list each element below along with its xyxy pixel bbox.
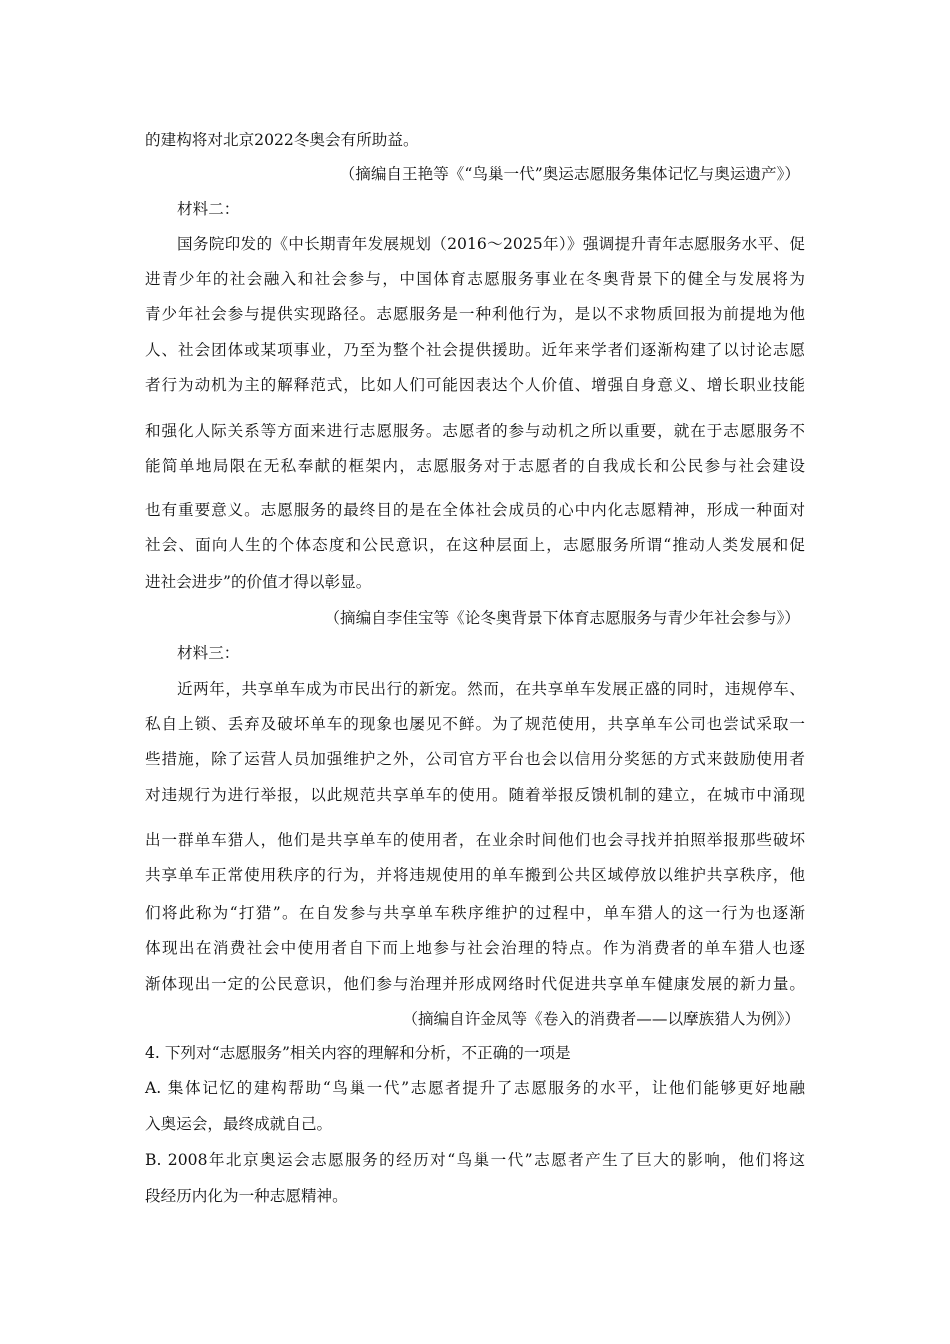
material-2-line: 社会、面向人生的个体态度和公民意识，在这种层面上，志愿服务所谓“推动人类发展和促 (145, 536, 805, 554)
material-3-line: 们将此称为“打猎”。在自发参与共享单车秩序维护的过程中，单车猎人的这一行为也逐渐 (145, 904, 805, 922)
source-citation-2: （摘编自李佳宝等《论冬奥背景下体育志愿服务与青少年社会参与》） (324, 609, 800, 627)
material-2-line: 青少年社会参与提供实现路径。志愿服务是一种利他行为，是以不求物质回报为前提地为他 (145, 305, 805, 323)
option-a-line: A. 集体记忆的建构帮助“鸟巢一代”志愿者提升了志愿服务的水平，让他们能够更好地融 (145, 1079, 805, 1097)
material-3-line: 共享单车正常使用秩序的行为，并将违规使用的单车搬到公共区域停放以维护共享秩序，他 (145, 866, 805, 884)
material-3-line: 些措施，除了运营人员加强维护之外，公司官方平台也会以信用分奖惩的方式来鼓励使用者 (145, 750, 805, 768)
material-3-line: 近两年，共享单车成为市民出行的新宠。然而，在共享单车发展正盛的同时，违规停车、 (177, 680, 805, 698)
option-b-line: B. 2008年北京奥运会志愿服务的经历对“鸟巢一代”志愿者产生了巨大的影响，他们将这 (145, 1151, 805, 1169)
material-3-line: 对违规行为进行举报，以此规范共享单车的使用。随着举报反馈机制的建立，在城市中涌现 (145, 786, 805, 804)
material-2-line: 国务院印发的《中长期青年发展规划（2016～2025年）》强调提升青年志愿服务水平、促 (177, 235, 805, 253)
material-3-line: 私自上锁、丢弃及破坏单车的现象也屡见不鲜。为了规范使用，共享单车公司也尝试采取一 (145, 715, 805, 733)
material-2-line: 也有重要意义。志愿服务的最终目的是在全体社会成员的心中内化志愿精神，形成一种面对 (145, 501, 805, 519)
material-2-line: 能简单地局限在无私奉献的框架内，志愿服务对于志愿者的自我成长和公民参与社会建设 (145, 457, 805, 475)
source-citation-1: （摘编自王艳等《“鸟巢一代”奥运志愿服务集体记忆与奥运遗产》） (339, 165, 800, 183)
source-citation-3: （摘编自许金凤等《卷入的消费者——以摩族猎人为例》） (402, 1010, 800, 1028)
material-3-line: 渐体现出一定的公民意识，他们参与治理并形成网络时代促进共享单车健康发展的新力量。 (145, 975, 805, 993)
material-3-line: 体现出在消费社会中使用者自下而上地参与社会治理的特点。作为消费者的单车猎人也逐 (145, 939, 805, 957)
material-3-line: 出一群单车猎人，他们是共享单车的使用者，在业余时间他们也会寻找并拍照举报那些破坏 (145, 831, 805, 849)
material-2-line: 者行为动机为主的解释范式，比如人们可能因表达个人价值、增强自身意义、增长职业技能 (145, 376, 805, 394)
option-b-line: 段经历内化为一种志愿精神。 (145, 1187, 348, 1205)
question-stem: 4. 下列对“志愿服务”相关内容的理解和分析，不正确的一项是 (145, 1044, 571, 1062)
material-2-heading: 材料二： (177, 200, 240, 218)
material-2-line: 进社会进步”的价值才得以彰显。 (145, 573, 372, 591)
intro-tail: 的建构将对北京2022冬奥会有所助益。 (145, 131, 419, 149)
material-2-line: 人、社会团体或某项事业，乃至为整个社会提供援助。近年来学者们逐渐构建了以讨论志愿 (145, 341, 805, 359)
material-3-heading: 材料三： (177, 644, 240, 662)
option-a-line: 入奥运会，最终成就自己。 (145, 1115, 333, 1133)
material-2-line: 和强化人际关系等方面来进行志愿服务。志愿者的参与动机之所以重要，就在于志愿服务不 (145, 422, 805, 440)
material-2-line: 进青少年的社会融入和社会参与，中国体育志愿服务事业在冬奥背景下的健全与发展将为 (145, 270, 805, 288)
